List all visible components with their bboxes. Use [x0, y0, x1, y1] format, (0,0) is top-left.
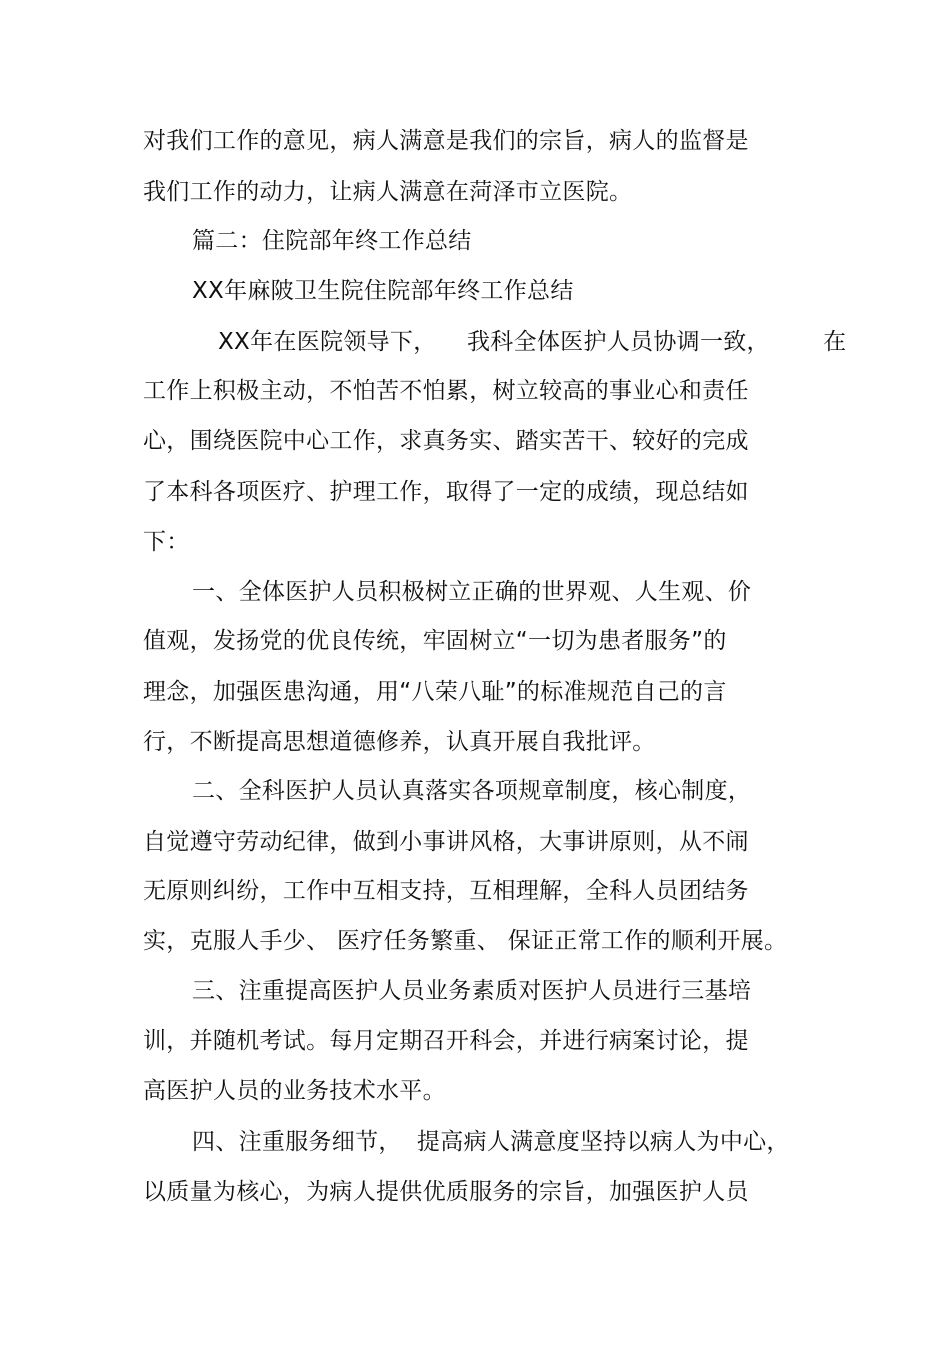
text-line: 我们工作的动力，让病人满意在菏泽市立医院。	[143, 179, 633, 205]
text-line: 一、全体医护人员积极树立正确的世界观、人生观、价	[192, 579, 752, 605]
text-line: 自觉遵守劳动纪律，做到小事讲风格，大事讲原则，从不闹	[143, 829, 749, 855]
text-line: 二、全科医护人员认真落实各项规章制度，核心制度，	[192, 778, 752, 804]
text-line: 理念，加强医患沟通，用“八荣八耻”的标准规范自己的言	[143, 679, 727, 705]
text-line: 对我们工作的意见，病人满意是我们的宗旨，病人的监督是	[143, 128, 749, 154]
text-line: 三、注重提高医护人员业务素质对医护人员进行三基培	[192, 978, 752, 1004]
section-heading: 篇二：住院部年终工作总结	[192, 228, 472, 254]
text-line: 值观，发扬党的优良传统，牢固树立“一切为患者服务”的	[143, 628, 727, 654]
text-line: 心，围绕医院中心工作，求真务实、踏实苦干、较好的完成	[143, 428, 749, 454]
text-line: 下：	[143, 529, 190, 555]
text-line: XX年在医院领导下， 我科全体医护人员协调一致， 在	[218, 329, 847, 355]
text-line: 四、注重服务细节， 提高病人满意度坚持以病人为中心，	[192, 1129, 790, 1155]
text-line: 了本科各项医疗、护理工作，取得了一定的成绩，现总结如	[143, 479, 749, 505]
text-line: 无原则纠纷，工作中互相支持，互相理解，全科人员团结务	[143, 878, 749, 904]
text-line: 实，克服人手少、 医疗任务繁重、 保证正常工作的顺利开展。	[143, 928, 788, 954]
text-line: 高医护人员的业务技术水平。	[143, 1078, 446, 1104]
text-line: 行，不断提高思想道德修养，认真开展自我批评。	[143, 729, 656, 755]
text-line: 工作上积极主动，不怕苦不怕累，树立较高的事业心和责任	[143, 378, 749, 404]
document-title: XX年麻陂卫生院住院部年终工作总结	[192, 278, 574, 304]
text-line: 以质量为核心，为病人提供优质服务的宗旨，加强医护人员	[143, 1179, 749, 1205]
text-line: 训，并随机考试。每月定期召开科会，并进行病案讨论，提	[143, 1028, 749, 1054]
